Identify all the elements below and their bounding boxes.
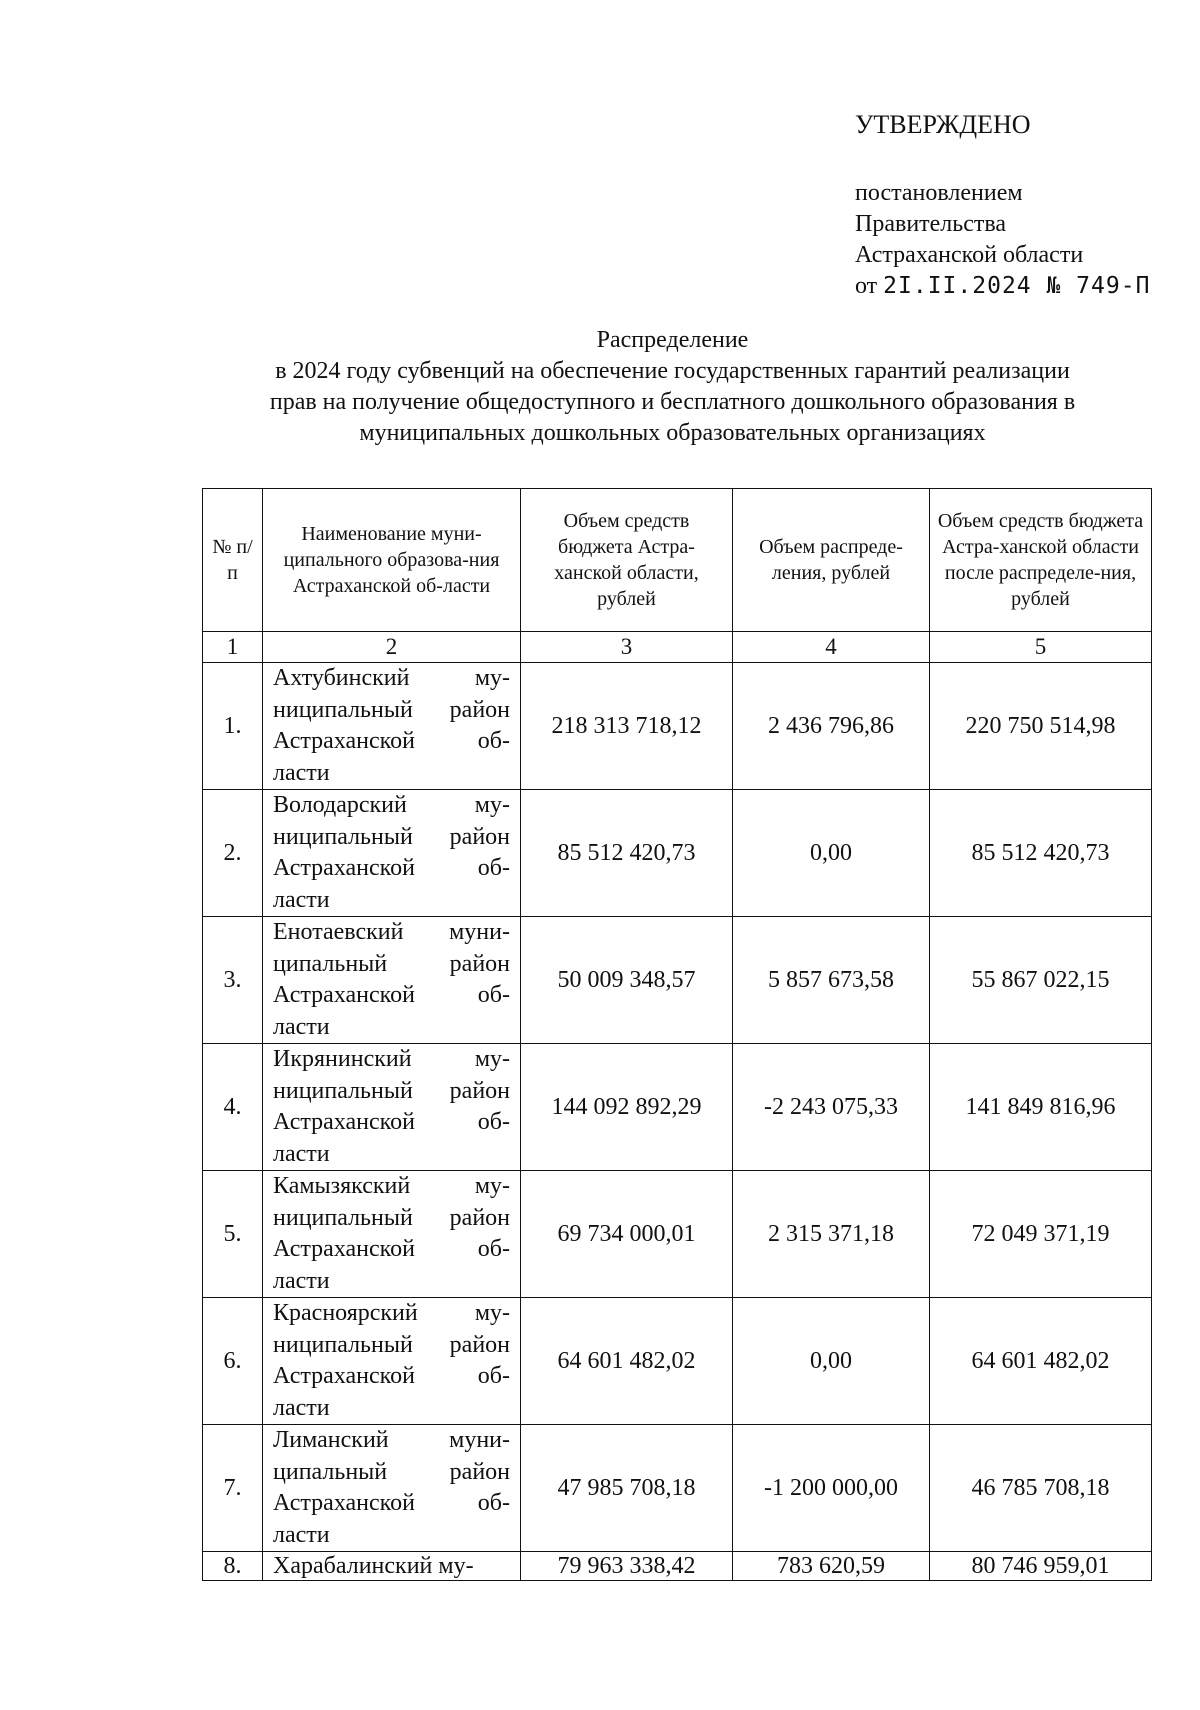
distribution-value: -1 200 000,00 — [733, 1425, 930, 1552]
column-number: 5 — [930, 632, 1152, 663]
municipality-name — [263, 1171, 521, 1298]
approval-block — [855, 108, 1185, 302]
column-number: 3 — [521, 632, 733, 663]
budget-value: 50 009 348,57 — [521, 917, 733, 1044]
name-part: Енотаевский муни- — [273, 919, 510, 945]
distribution-value: 0,00 — [733, 1298, 930, 1425]
name-part: ниципальный район — [273, 1204, 510, 1231]
approval-line-resolution: постановлением — [855, 180, 1023, 206]
row-number: 2. — [203, 790, 263, 917]
name-part: ниципальный район — [273, 1331, 510, 1358]
header-budget: Объем средств бюджета Астра-ханской области, рублей — [521, 489, 733, 632]
name-part: Ахтубинский му- — [273, 665, 510, 691]
title-line-1: Распределение — [596, 327, 749, 353]
after-distribution-value: 220 750 514,98 — [930, 663, 1152, 790]
title-line-2: в 2024 году субвенций на обеспечение государственных гарантий реализации — [275, 358, 1070, 384]
name-part: ниципальный район — [273, 696, 510, 723]
approval-date-prefix: от — [855, 273, 878, 299]
name-part: ласти — [273, 1140, 330, 1167]
table-row — [203, 790, 1152, 917]
name-part: ласти — [273, 759, 330, 786]
name-part: Икрянинский му- — [273, 1046, 510, 1072]
municipality-name — [263, 917, 521, 1044]
table-row — [203, 1171, 1152, 1298]
row-number: 4. — [203, 1044, 263, 1171]
name-part: Астраханской об- — [273, 1109, 510, 1135]
approved-heading: УТВЕРЖДЕНО — [855, 110, 1031, 139]
table-row — [203, 663, 1152, 790]
after-distribution-value: 141 849 816,96 — [930, 1044, 1152, 1171]
after-distribution-value: 80 746 959,01 — [930, 1552, 1152, 1581]
municipality-name — [263, 1425, 521, 1552]
distribution-table — [202, 488, 1152, 1581]
title-line-3: прав на получение общедоступного и бесплатного дошкольного образования в — [269, 389, 1076, 415]
column-number: 4 — [733, 632, 930, 663]
after-distribution-value: 64 601 482,02 — [930, 1298, 1152, 1425]
name-part: Камызякский му- — [273, 1173, 510, 1199]
name-part: ласти — [273, 1394, 330, 1421]
column-number: 2 — [263, 632, 521, 663]
name-part: Астраханской об- — [273, 728, 510, 754]
distribution-value: 5 857 673,58 — [733, 917, 930, 1044]
name-part: Астраханской об- — [273, 855, 510, 881]
municipality-name — [263, 663, 521, 790]
table-row — [203, 1425, 1152, 1552]
after-distribution-value: 55 867 022,15 — [930, 917, 1152, 1044]
name-part: Астраханской об- — [273, 1363, 510, 1389]
budget-value: 47 985 708,18 — [521, 1425, 733, 1552]
table-row — [203, 1298, 1152, 1425]
approval-date-stamp: 2I.II.2024 № 749-П — [883, 273, 1151, 299]
table-row — [203, 1044, 1152, 1171]
header-number: № п/п — [203, 489, 263, 632]
header-distribution: Объем распреде-ления, рублей — [733, 489, 930, 632]
name-part: ласти — [273, 1521, 330, 1548]
title-line-4: муниципальных дошкольных образовательных организациях — [359, 420, 986, 446]
approval-line-region: Астраханской области — [855, 242, 1084, 268]
name-part: Астраханской об- — [273, 982, 510, 1008]
column-numbers-row — [203, 632, 1152, 663]
budget-value: 64 601 482,02 — [521, 1298, 733, 1425]
name-part: ципальный район — [273, 1458, 510, 1485]
after-distribution-value: 85 512 420,73 — [930, 790, 1152, 917]
budget-value: 79 963 338,42 — [521, 1552, 733, 1581]
row-number: 8. — [203, 1552, 263, 1581]
header-after-distribution: Объем средств бюджета Астра-ханской области после распределе-ния, рублей — [930, 489, 1152, 632]
name-part: Володарский му- — [273, 792, 510, 818]
row-number: 6. — [203, 1298, 263, 1425]
municipality-name — [263, 790, 521, 917]
table-row — [203, 917, 1152, 1044]
distribution-value: 2 315 371,18 — [733, 1171, 930, 1298]
row-number: 5. — [203, 1171, 263, 1298]
row-number: 7. — [203, 1425, 263, 1552]
municipality-name — [263, 1298, 521, 1425]
name-part: ласти — [273, 1013, 330, 1040]
approval-line-government: Правительства — [855, 211, 1007, 237]
municipality-name — [263, 1044, 521, 1171]
name-part: ниципальный район — [273, 1077, 510, 1104]
distribution-value: -2 243 075,33 — [733, 1044, 930, 1171]
budget-value: 218 313 718,12 — [521, 663, 733, 790]
after-distribution-value: 72 049 371,19 — [930, 1171, 1152, 1298]
name-part: Астраханской об- — [273, 1236, 510, 1262]
column-number: 1 — [203, 632, 263, 663]
name-part: ципальный район — [273, 950, 510, 977]
table-header-row — [203, 489, 1152, 632]
name-part: ласти — [273, 886, 330, 913]
name-part: Красноярский му- — [273, 1300, 510, 1326]
row-number: 3. — [203, 917, 263, 1044]
approval-date-line — [855, 271, 1185, 302]
distribution-value: 783 620,59 — [733, 1552, 930, 1581]
name-part: ниципальный район — [273, 823, 510, 850]
row-number: 1. — [203, 663, 263, 790]
municipality-name: Харабалинский му- — [263, 1552, 521, 1581]
budget-value: 69 734 000,01 — [521, 1171, 733, 1298]
after-distribution-value: 46 785 708,18 — [930, 1425, 1152, 1552]
name-part: Лиманский муни- — [273, 1427, 510, 1453]
name-part: Астраханской об- — [273, 1490, 510, 1516]
header-municipality: Наименование муни-ципального образова-ния Астраханской об-ласти — [263, 489, 521, 632]
table-row — [203, 1552, 1152, 1581]
distribution-value: 0,00 — [733, 790, 930, 917]
budget-value: 85 512 420,73 — [521, 790, 733, 917]
name-part: ласти — [273, 1267, 330, 1294]
budget-value: 144 092 892,29 — [521, 1044, 733, 1171]
distribution-value: 2 436 796,86 — [733, 663, 930, 790]
document-title — [200, 325, 1145, 449]
